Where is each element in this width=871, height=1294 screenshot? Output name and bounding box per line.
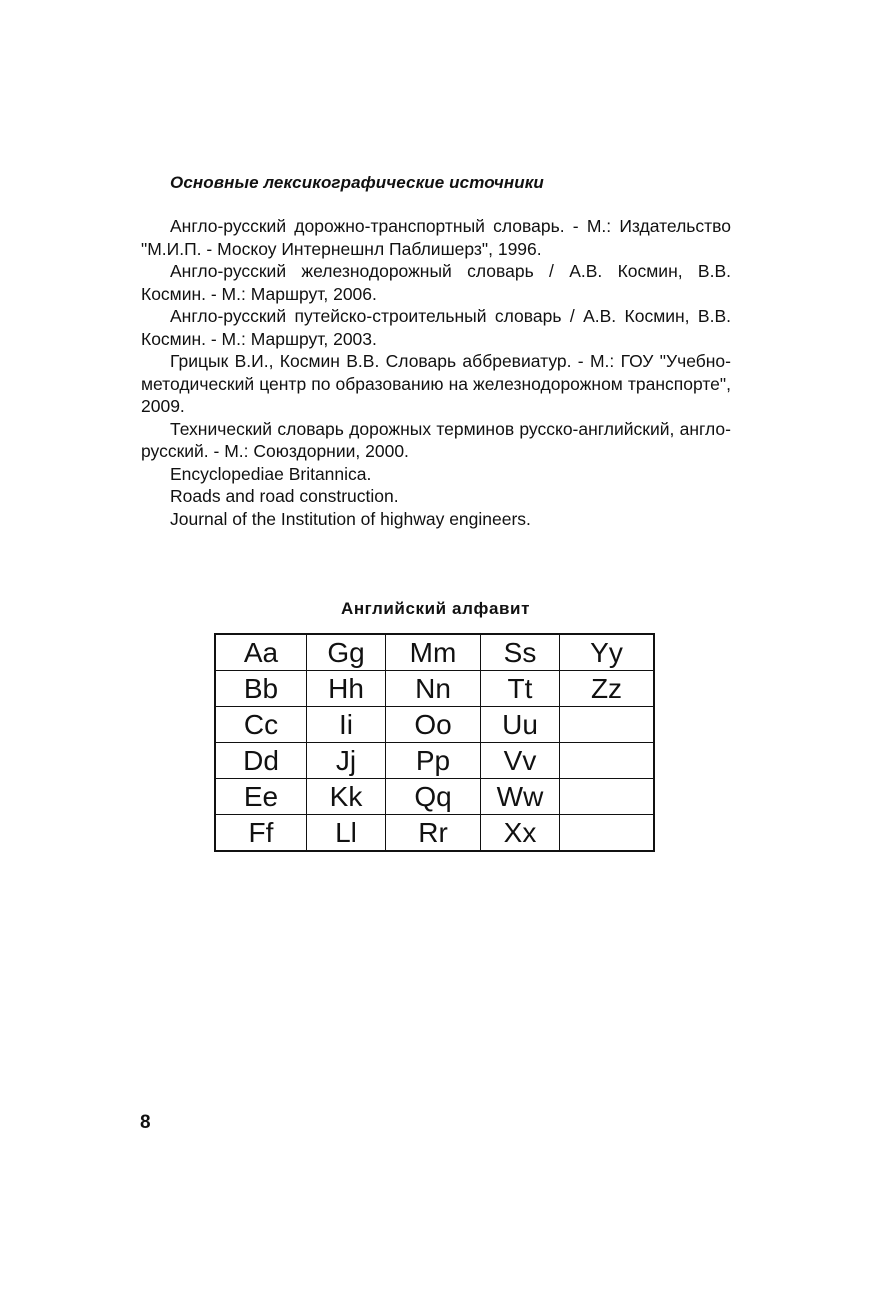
letter-cell: Rr xyxy=(386,815,481,852)
alphabet-table xyxy=(214,633,655,852)
alphabet-row xyxy=(215,671,654,707)
alphabet-row xyxy=(215,743,654,779)
letter-cell: Qq xyxy=(386,779,481,815)
alphabet-title: Английский алфавит xyxy=(340,599,531,618)
letter-cell-empty xyxy=(560,815,655,852)
letter-cell: Ss xyxy=(481,634,560,671)
letter-cell: Bb xyxy=(215,671,307,707)
source-entry: Англо-русский путейско-строительный словарь / А.В. Космин, В.В. Космин. - М.: Маршрут, 2003. xyxy=(141,306,731,349)
letter-cell: Ii xyxy=(307,707,386,743)
page-number: 8 xyxy=(140,1112,151,1133)
letter-cell: Jj xyxy=(307,743,386,779)
alphabet-row xyxy=(215,779,654,815)
letter-cell: Uu xyxy=(481,707,560,743)
source-entry: Англо-русский железнодорожный словарь / А.В. Космин, В.В. Космин. - М.: Маршрут, 2006. xyxy=(141,261,731,304)
letter-cell-empty xyxy=(560,743,655,779)
alphabet-row xyxy=(215,707,654,743)
sources-list xyxy=(141,215,731,530)
source-entry: Roads and road construction. xyxy=(170,486,399,506)
letter-cell: Nn xyxy=(386,671,481,707)
letter-cell: Vv xyxy=(481,743,560,779)
letter-cell: Pp xyxy=(386,743,481,779)
letter-cell: Ll xyxy=(307,815,386,852)
letter-cell: Aa xyxy=(215,634,307,671)
letter-cell: Ww xyxy=(481,779,560,815)
letter-cell: Yy xyxy=(560,634,655,671)
letter-cell: Oo xyxy=(386,707,481,743)
letter-cell: Ff xyxy=(215,815,307,852)
letter-cell: Zz xyxy=(560,671,655,707)
alphabet-row xyxy=(215,634,654,671)
letter-cell: Hh xyxy=(307,671,386,707)
source-entry: Encyclopediae Britannica. xyxy=(170,463,372,484)
letter-cell: Ee xyxy=(215,779,307,815)
letter-cell: Kk xyxy=(307,779,386,815)
letter-cell: Cc xyxy=(215,707,307,743)
letter-cell-empty xyxy=(560,779,655,815)
section-heading: Основные лексикографические источники xyxy=(170,173,544,192)
alphabet-row xyxy=(215,815,654,852)
letter-cell: Dd xyxy=(215,743,307,779)
letter-cell: Gg xyxy=(307,634,386,671)
source-entry: Технический словарь дорожных терминов русско-английский, англо-русский. - М.: Союздорнии, 2000. xyxy=(141,418,731,461)
source-entry: Journal of the Institution of highway engineers. xyxy=(170,508,531,529)
source-entry: Англо-русский дорожно-транспортный словарь. - М.: Издательство "М.И.П. - Москоу Интернешнл Паблишерз", 1996. xyxy=(141,216,731,259)
letter-cell: Mm xyxy=(386,634,481,671)
letter-cell: Xx xyxy=(481,815,560,852)
source-entry: Грицык В.И., Космин В.В. Словарь аббревиатур. - М.: ГОУ "Учебно-методический центр по образованию на железнодорожном транспорте", 2009. xyxy=(141,351,731,416)
letter-cell-empty xyxy=(560,707,655,743)
letter-cell: Tt xyxy=(481,671,560,707)
